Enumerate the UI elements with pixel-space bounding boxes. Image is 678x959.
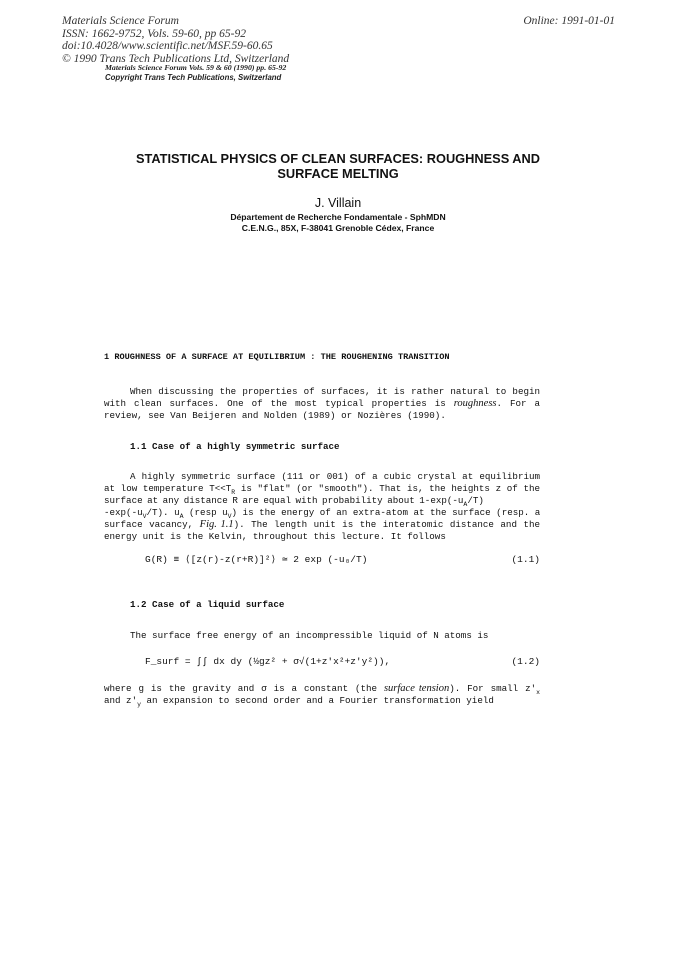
equation-number: (1.1) bbox=[511, 554, 540, 565]
journal-metadata bbox=[62, 15, 289, 65]
section-heading: 1 ROUGHNESS OF A SURFACE AT EQUILIBRIUM : THE ROUGHENING TRANSITION bbox=[104, 352, 450, 362]
title-line-1: STATISTICAL PHYSICS OF CLEAN SURFACES: ROUGHNESS AND bbox=[135, 151, 541, 166]
emphasis-roughness: roughness bbox=[453, 398, 497, 409]
author: J. Villain bbox=[314, 196, 362, 210]
affiliation bbox=[60, 212, 616, 234]
paragraph-line: A highly symmetric surface (111 or 001) of a cubic crystal at equilibrium bbox=[130, 471, 540, 482]
paragraph-line: surface at any distance R are equal with probability about $1-\exp(-u_A/T)$ bbox=[104, 495, 484, 508]
paragraph-line: energy unit is the Kelvin, throughout this lecture. It follows bbox=[104, 531, 446, 542]
stamp-line-1: Materials Science Forum Vols. 59 & 60 (1990) pp. 65-92 bbox=[105, 63, 287, 72]
online-date: Online: 1991-01-01 bbox=[523, 15, 615, 27]
paragraph-line: at low temperature $T<<T_R$ is "flat" (or "smooth"). That is, the heights z of the bbox=[104, 483, 540, 496]
paragraph-line: The surface free energy of an incompressible liquid of N atoms is bbox=[130, 630, 489, 641]
figure-reference: Fig. 1.1 bbox=[199, 519, 234, 530]
subsection-heading: 1.2 Case of a liquid surface bbox=[130, 599, 285, 610]
paragraph-line: with clean surfaces. One of the most typical properties is roughness. For a bbox=[104, 398, 540, 409]
paper-title bbox=[60, 151, 616, 181]
paragraph-line: surface vacancy, Fig. 1.1). The length unit is the interatomic distance and the bbox=[104, 519, 540, 530]
equation-1-2 bbox=[145, 656, 540, 667]
paragraph-line: When discussing the properties of surfaces, it is rather natural to begin bbox=[130, 386, 540, 397]
emphasis-surface-tension: surface tension bbox=[383, 683, 450, 694]
affiliation-line-1: Département de Recherche Fondamentale - SphMDN bbox=[230, 212, 446, 222]
journal-name: Materials Science Forum bbox=[62, 15, 179, 27]
doi-line: doi:10.4028/www.scientific.net/MSF.59-60.65 bbox=[62, 40, 273, 52]
equation-number: (1.2) bbox=[511, 656, 540, 667]
subsection-heading: 1.1 Case of a highly symmetric surface bbox=[130, 441, 340, 452]
original-stamp bbox=[105, 63, 286, 82]
paragraph-line: review, see Van Beijeren and Nolden (1989) or Nozières (1990). bbox=[104, 410, 446, 421]
equation-text: F_surf = ∫∫ dx dy (½gz² + σ√(1+z'x²+z'y²)), bbox=[145, 656, 391, 667]
title-line-2: SURFACE MELTING bbox=[277, 166, 399, 181]
equation-1-1 bbox=[145, 554, 540, 565]
paragraph-line: and $z'_y$ an expansion to second order and a Fourier transformation yield bbox=[104, 695, 494, 708]
copyright-line: © 1990 Trans Tech Publications Ltd, Switzerland bbox=[62, 52, 290, 65]
affiliation-line-2: C.E.N.G., 85X, F-38041 Grenoble Cédex, France bbox=[241, 223, 435, 233]
equation-text: G(R) ≡ ⟨[z(r)-z(r+R)]²⟩ ≃ 2 exp (-u₀/T) bbox=[145, 554, 368, 565]
paragraph-line: where g is the gravity and σ is a constant (the surface tension). For small $z'_x$ bbox=[104, 683, 540, 696]
stamp-line-2: Copyright Trans Tech Publications, Switzerland bbox=[105, 72, 282, 82]
issn-line: ISSN: 1662-9752, Vols. 59-60, pp 65-92 bbox=[62, 27, 246, 40]
paragraph-line: $-\exp(-u_V/T)$. $u_A$ (resp $u_V$) is the energy of an extra-atom at the surface (resp. a bbox=[104, 507, 541, 520]
